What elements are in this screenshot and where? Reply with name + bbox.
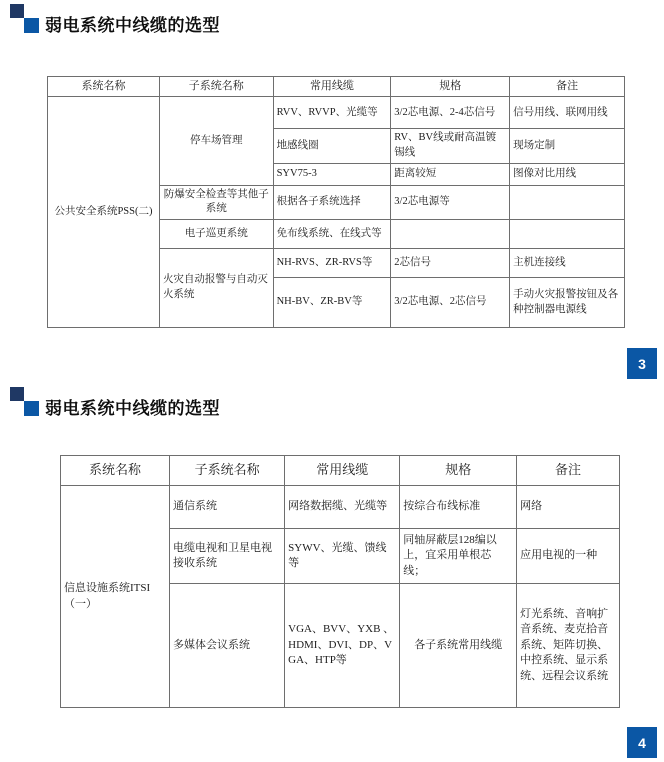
table-cell: NH-RVS、ZR-RVS等: [273, 249, 391, 278]
column-header: 常用线缆: [285, 456, 400, 486]
table-header-row: [48, 77, 625, 97]
table-cell: 多媒体会议系统: [170, 584, 285, 708]
cable-selection-table-itsi: [60, 455, 620, 708]
table-cell: 灯光系统、音响扩音系统、麦克拾音系统、矩阵切换、中控系统、显示系统、远程会议系统: [517, 584, 620, 708]
table-cell: 3/2芯电源、2芯信号: [391, 278, 510, 328]
table-cell: 3/2芯电源、2-4芯信号: [391, 97, 510, 129]
table-cell: NH-BV、ZR-BV等: [273, 278, 391, 328]
column-header: 子系统名称: [159, 77, 273, 97]
column-header: 常用线缆: [273, 77, 391, 97]
table-cell: 停车场管理: [159, 97, 273, 185]
table-cell: 图像对比用线: [510, 163, 625, 185]
table-cell: SYWV、光缆、馈线等: [285, 529, 400, 584]
table-cell: 网络数据缆、光缆等: [285, 486, 400, 529]
slide-title-block: [10, 387, 430, 421]
slide-title: 弱电系统中线缆的选型: [45, 399, 220, 418]
page-number-badge: 4: [627, 727, 657, 758]
table-cell: 各子系统常用线缆: [400, 584, 517, 708]
title-decoration-dark-square-icon: [10, 4, 24, 18]
table-cell: 信息设施系统ITSI（一）: [61, 486, 170, 708]
table-cell: RVV、RVVP、光缆等: [273, 97, 391, 129]
table-cell: 主机连接线: [510, 249, 625, 278]
table-cell: 电缆电视和卫星电视接收系统: [170, 529, 285, 584]
cable-selection-table-pss: [47, 76, 625, 328]
table-cell: 网络: [517, 486, 620, 529]
table-cell: 信号用线、联网用线: [510, 97, 625, 129]
table-header-row: [61, 456, 620, 486]
column-header: 规格: [391, 77, 510, 97]
table-cell: RV、BV线或耐高温镀锡线: [391, 129, 510, 163]
table-cell: 手动火灾报警按钮及各种控制器电源线: [510, 278, 625, 328]
table-cell: VGA、BVV、YXB 、HDMI、DVI、DP、VGA、HTP等: [285, 584, 400, 708]
table-cell: 公共安全系统PSS(二): [48, 97, 160, 328]
table-cell: 电子巡更系统: [159, 220, 273, 249]
table-cell: 同轴屏蔽层128编以上，宜采用单根芯线；: [400, 529, 517, 584]
title-decoration-dark-square-icon: [10, 387, 24, 401]
table-cell: 应用电视的一种: [517, 529, 620, 584]
table-cell: [391, 220, 510, 249]
table-cell: 火灾自动报警与自动灭火系统: [159, 249, 273, 328]
column-header: 备注: [517, 456, 620, 486]
table-cell: 现场定制: [510, 129, 625, 163]
title-decoration-blue-square-icon: [24, 18, 39, 33]
table-row: [61, 486, 620, 529]
table-cell: 地感线圈: [273, 129, 391, 163]
column-header: 系统名称: [61, 456, 170, 486]
slide-title-block: [10, 4, 430, 38]
table-cell: 根据各子系统选择: [273, 185, 391, 219]
column-header: 备注: [510, 77, 625, 97]
column-header: 系统名称: [48, 77, 160, 97]
table-cell: 通信系统: [170, 486, 285, 529]
column-header: 子系统名称: [170, 456, 285, 486]
table-cell: 免布线系统、在线式等: [273, 220, 391, 249]
page-number-badge: 3: [627, 348, 657, 379]
table-cell: 距离较短: [391, 163, 510, 185]
table-cell: 2芯信号: [391, 249, 510, 278]
slide-4: [0, 381, 664, 762]
slide-title: 弱电系统中线缆的选型: [45, 16, 220, 35]
table-cell: [510, 185, 625, 219]
title-decoration-blue-square-icon: [24, 401, 39, 416]
table-cell: 防爆安全检查等其他子系统: [159, 185, 273, 219]
table-cell: [510, 220, 625, 249]
table-cell: 按综合布线标准: [400, 486, 517, 529]
table-cell: SYV75-3: [273, 163, 391, 185]
table-cell: 3/2芯电源等: [391, 185, 510, 219]
column-header: 规格: [400, 456, 517, 486]
table-row: [48, 97, 625, 129]
